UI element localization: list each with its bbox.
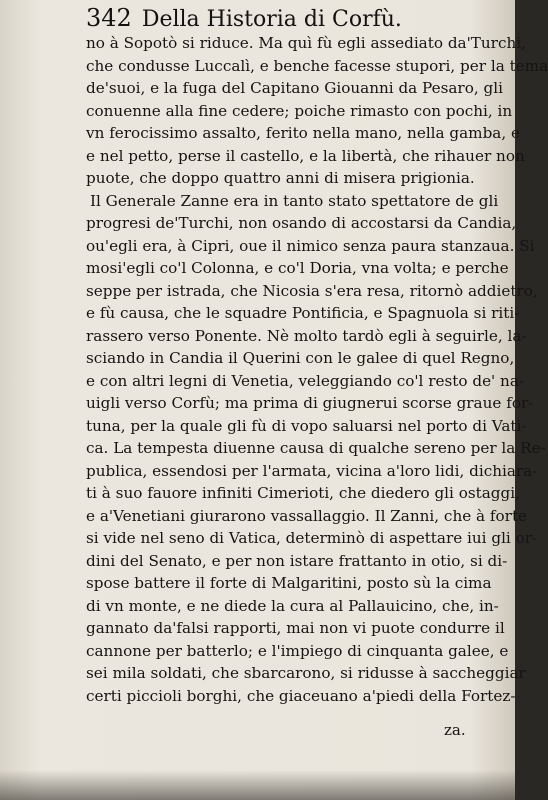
catchword: za.	[444, 721, 466, 739]
text-line: di vn monte, e ne diede la cura al Pallauicino, che, in-	[86, 596, 499, 615]
text-line: e a'Venetiani giurarono vassallaggio. Il Zanni, che à forte	[86, 506, 528, 525]
text-line: che condusse Luccalì, e benche facesse stupori, per la tema	[86, 56, 548, 75]
text-line: cannone per batterlo; e l'impiego di cinquanta galee, e	[86, 641, 509, 660]
text-line: ou'egli era, à Cipri, oue il nimico senza paura stanzaua. Si	[86, 236, 535, 255]
text-line: spose battere il forte di Malgaritini, posto sù la cima	[86, 574, 492, 592]
text-line: no à Sopotò si riduce. Ma quì fù egli assediato da'Turchi,	[86, 34, 526, 52]
text-line: puote, che doppo quattro anni di misera prigionia.	[86, 169, 475, 187]
text-line: dini del Senato, e per non istare frattanto in otio, si di-	[86, 551, 508, 570]
text-line: gannato da'falsi rapporti, mai non vi puote condurre il	[86, 619, 505, 637]
page-number: 342	[86, 4, 132, 32]
text-line: mosi'egli co'l Colonna, e co'l Doria, vna volta; e perche	[86, 259, 509, 277]
text-line: progresi de'Turchi, non osando di accostarsi da Candia,	[86, 214, 517, 232]
text-line: conuenne alla fine cedere; poiche rimasto con pochi, in	[86, 101, 513, 120]
text-line: publica, essendosi per l'armata, vicina a'loro lidi, dichiara-	[86, 461, 538, 480]
text-line: tuna, per la quale gli fù di vopo saluarsi nel porto di Vati-	[86, 416, 527, 435]
text-line: sei mila soldati, che sbarcarono, si ridusse à saccheggiar	[86, 664, 526, 682]
page-shadow	[0, 770, 515, 800]
text-line: seppe per istrada, che Nicosia s'era resa, ritornò addietro,	[86, 281, 538, 300]
text-line: e nel petto, perse il castello, e la libertà, che rihauer non	[86, 146, 525, 165]
text-line: sciando in Candia il Querini con le galee di quel Regno,	[86, 349, 515, 367]
text-line: Il Generale Zanne era in tanto stato spettatore de gli	[90, 191, 499, 210]
text-line: uigli verso Corfù; ma prima di giugnerui scorse graue for-	[86, 394, 534, 412]
text-line: rassero verso Ponente. Nè molto tardò egli à seguirle, la-	[86, 326, 527, 345]
body-text	[86, 32, 548, 707]
text-line: si vide nel seno di Vatica, determinò di aspettare iui gli or-	[86, 529, 538, 547]
text-line: vn ferocissimo assalto, ferito nella mano, nella gamba, e	[86, 124, 521, 142]
text-line: e con altri legni di Venetia, veleggiando co'l resto de' na-	[86, 371, 525, 390]
text-line: certi piccioli borghi, che giaceuano a'piedi della Fortez-	[86, 686, 516, 705]
text-line: ca. La tempesta diuenne causa di qualche sereno per la Re-	[86, 439, 546, 457]
text-line: e fù causa, che le squadre Pontificia, e Spagnuola si riti-	[86, 304, 520, 322]
running-title: Della Historia di Corfù.	[141, 7, 402, 32]
text-line: ti à suo fauore infiniti Cimerioti, che diedero gli ostaggi,	[86, 484, 520, 502]
running-header	[86, 4, 486, 34]
text-line: de'suoi, e la fuga del Capitano Giouanni da Pesaro, gli	[86, 79, 503, 97]
